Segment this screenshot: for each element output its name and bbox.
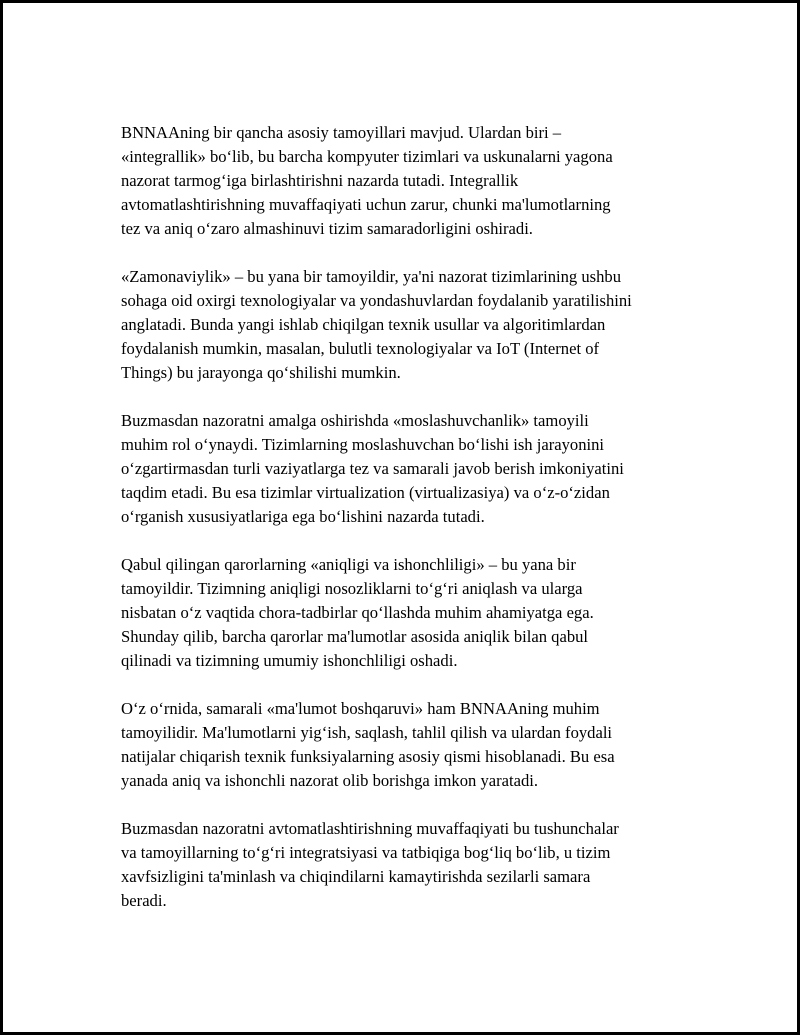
- text-line: foydalanish mumkin, masalan, bulutli texnologiyalar va IoT (Internet of: [121, 339, 600, 358]
- text-line: beradi.: [121, 891, 167, 910]
- text-line: qilinadi va tizimning umumiy ishonchliligi oshadi.: [121, 651, 458, 670]
- paragraph-6: [121, 817, 691, 913]
- text-line: «integrallik» bo‘lib, bu barcha kompyuter tizimlari va uskunalarni yagona: [121, 147, 613, 166]
- text-line: Buzmasdan nazoratni amalga oshirishda «moslashuvchanlik» tamoyili: [121, 411, 589, 430]
- text-line: o‘rganish xususiyatlariga ega bo‘lishini nazarda tutadi.: [121, 507, 485, 526]
- text-line: tamoyilidir. Ma'lumotlarni yig‘ish, saqlash, tahlil qilish va ulardan foydali: [121, 723, 613, 742]
- text-line: muhim rol o‘ynaydi. Tizimlarning moslashuvchan bo‘lishi ish jarayonini: [121, 435, 605, 454]
- paragraph-4: [121, 553, 691, 673]
- text-line: natijalar chiqarish texnik funksiyalarning asosiy qismi hisoblanadi. Bu esa: [121, 747, 615, 766]
- text-line: o‘zgartirmasdan turli vaziyatlarga tez va samarali javob berish imkoniyatini: [121, 459, 624, 478]
- text-line: Buzmasdan nazoratni avtomatlashtirishning muvaffaqiyati bu tushunchalar: [121, 819, 619, 838]
- text-line: xavfsizligini ta'minlash va chiqindilarni kamaytirishda sezilarli samara: [121, 867, 591, 886]
- text-line: tez va aniq o‘zaro almashinuvi tizim samaradorligini oshiradi.: [121, 219, 533, 238]
- paragraph-1: [121, 121, 691, 241]
- text-line: yanada aniq va ishonchli nazorat olib borishga imkon yaratadi.: [121, 771, 539, 790]
- paragraph-5: [121, 697, 691, 793]
- text-line: Things) bu jarayonga qo‘shilishi mumkin.: [121, 363, 401, 382]
- paragraph-2: [121, 265, 691, 385]
- text-line: «Zamonaviylik» – bu yana bir tamoyildir, ya'ni nazorat tizimlarining ushbu: [121, 267, 622, 286]
- text-line: Qabul qilingan qarorlarning «aniqligi va ishonchliligi» – bu yana bir: [121, 555, 576, 574]
- document-body: [121, 121, 691, 937]
- text-line: va tamoyillarning to‘g‘ri integratsiyasi va tatbiqiga bog‘liq bo‘lib, u tizim: [121, 843, 611, 862]
- text-line: sohaga oid oxirgi texnologiyalar va yondashuvlardan foydalanib yaratilishini: [121, 291, 632, 310]
- text-line: Shunday qilib, barcha qarorlar ma'lumotlar asosida aniqlik bilan qabul: [121, 627, 589, 646]
- text-line: nazorat tarmog‘iga birlashtirishni nazarda tutadi. Integrallik: [121, 171, 519, 190]
- text-line: nisbatan o‘z vaqtida chora-tadbirlar qo‘llashda muhim ahamiyatga ega.: [121, 603, 594, 622]
- text-line: taqdim etadi. Bu esa tizimlar virtualization (virtualizasiya) va o‘z-o‘zidan: [121, 483, 610, 502]
- text-line: tamoyildir. Tizimning aniqligi nosozliklarni to‘g‘ri aniqlash va ularga: [121, 579, 583, 598]
- text-line: anglatadi. Bunda yangi ishlab chiqilgan texnik usullar va algoritimlardan: [121, 315, 606, 334]
- paragraph-3: [121, 409, 691, 529]
- text-line: avtomatlashtirishning muvaffaqiyati uchun zarur, chunki ma'lumotlarning: [121, 195, 611, 214]
- text-line: BNNAAning bir qancha asosiy tamoyillari mavjud. Ulardan biri –: [121, 123, 562, 142]
- text-line: O‘z o‘rnida, samarali «ma'lumot boshqaruvi» ham BNNAAning muhim: [121, 699, 600, 718]
